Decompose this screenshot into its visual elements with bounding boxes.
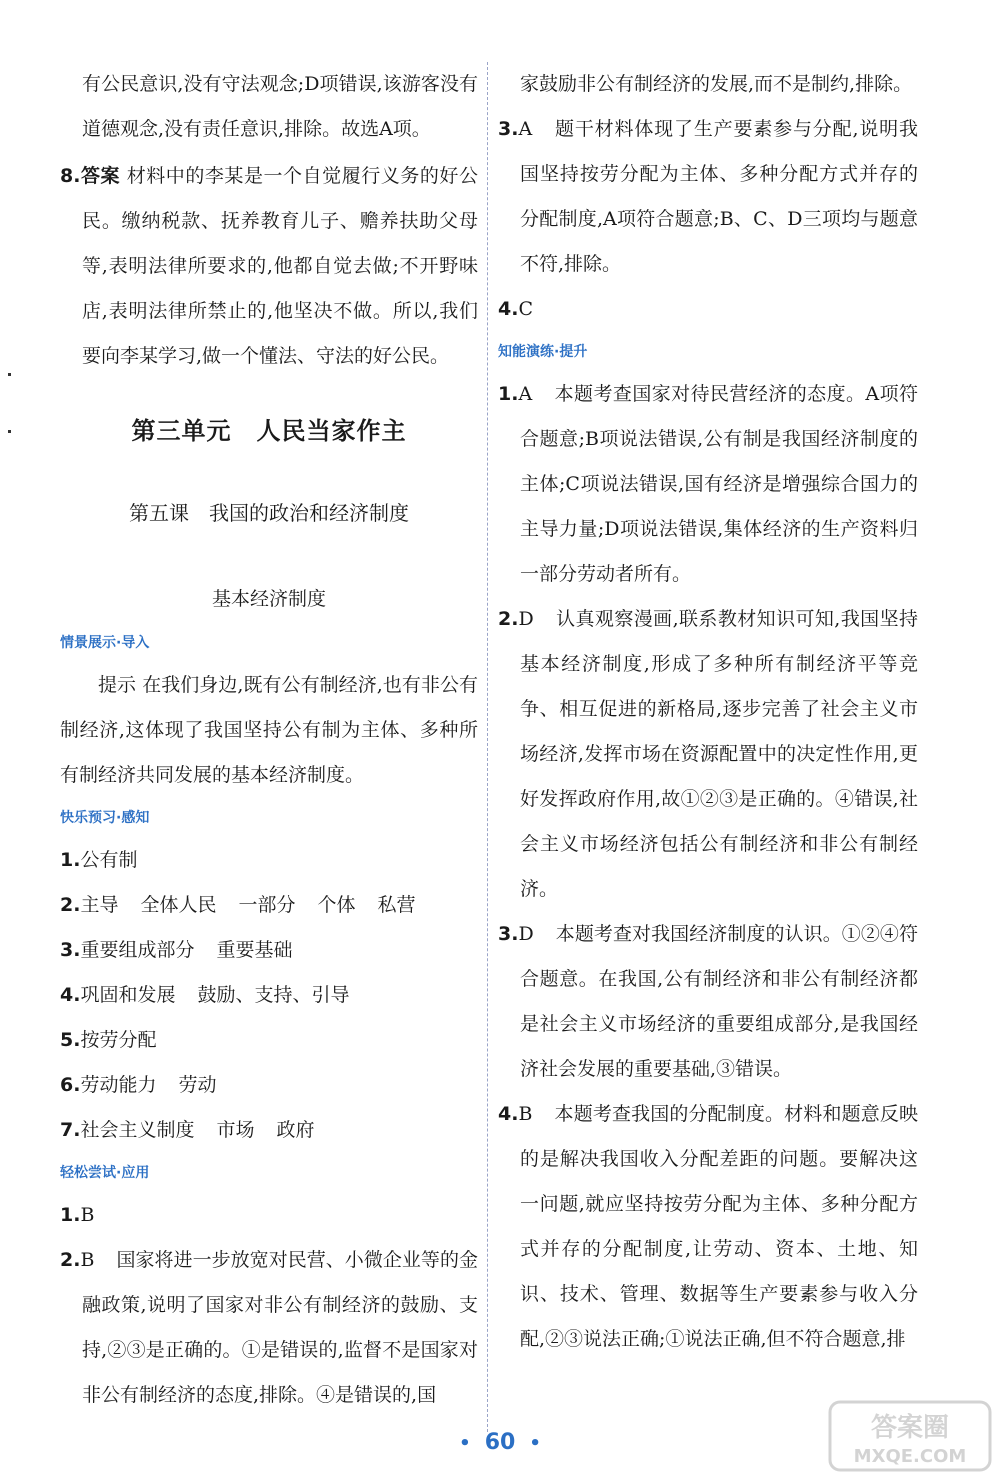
preview-answer — [60, 973, 478, 1018]
continued-answer-text: 有公民意识,没有守法观念;D项错误,该游客没有道德观念,没有责任意识,排除。故选A项。 — [82, 73, 478, 140]
drill-answer — [498, 1092, 918, 1362]
answer-number: 2. — [498, 608, 519, 630]
answer-number: 1. — [498, 383, 519, 405]
answer-text: 题干材料体现了生产要素参与分配,说明我国坚持按劳分配为主体、多种分配方式并存的分配制度,A项符合题意;B、C、D三项均与题意不符,排除。 — [520, 118, 918, 275]
edge-mark — [8, 430, 11, 433]
answer-number: 1. — [60, 849, 81, 871]
answer-number: 4. — [60, 984, 81, 1006]
answer-choice: D — [518, 608, 534, 630]
try-answer-2 — [60, 1238, 478, 1418]
page-number-text: 60 — [484, 1430, 516, 1455]
preview-answer — [60, 883, 478, 928]
continued-answer-text: 家鼓励非公有制经济的发展,而不是制约,排除。 — [520, 73, 913, 95]
section-heading-try: 轻松尝试·应用 — [60, 1165, 150, 1181]
drill-answer-list — [498, 372, 918, 1362]
tip-paragraph — [60, 663, 478, 798]
answer-text: 认真观察漫画,联系教材知识可知,我国坚持基本经济制度,形成了多种所有制经济平等竞争、相互促进的新格局,逐步完善了社会主义市场经济,发挥市场在资源配置中的决定性作用,更好发挥政府作用,故①②③是正确的。④错误,社会主义市场经济包括公有制经济和非公有制经济。 — [520, 608, 918, 900]
answer-term: 全体人民 — [140, 894, 217, 916]
answer-term: 市场 — [216, 1119, 255, 1141]
answer-number: 3. — [60, 939, 81, 961]
answer-number: 8. — [60, 165, 81, 187]
drill-answer — [498, 912, 918, 1092]
edge-mark — [8, 373, 11, 376]
answer-text: 本题考查国家对待民营经济的态度。A项符合题意;B项说法错误,公有制是我国经济制度的主体;C项说法错误,国有经济是增强综合国力的主导力量;D项说法错误,集体经济的生产资料归一部分劳动者所有。 — [520, 383, 918, 585]
try-answer-4 — [498, 287, 918, 332]
page-number: • 60 • — [459, 1430, 541, 1455]
answer-number: 2. — [60, 1249, 81, 1271]
section-heading-drill: 知能演练·提升 — [498, 344, 588, 360]
answer-term: 个体 — [317, 894, 356, 916]
answer-text: 本题考查对我国经济制度的认识。①②④符合题意。在我国,公有制经济和非公有制经济都是社会主义市场经济的重要组成部分,是我国经济社会发展的重要基础,③错误。 — [520, 923, 918, 1080]
tip-label: 提示 — [98, 674, 137, 696]
svg-text:答案圈: 答案圈 — [870, 1413, 950, 1443]
try-answer-3 — [498, 107, 918, 287]
answer-choice: B — [80, 1249, 95, 1271]
answer-term: 重要基础 — [216, 939, 293, 961]
watermark-logo — [828, 1398, 992, 1474]
answer-text: 国家将进一步放宽对民营、小微企业等的金融政策,说明了国家对非公有制经济的鼓励、支持,②③是正确的。①是错误的,监督不是国家对非公有制经济的态度,排除。④是错误的,国 — [82, 1249, 478, 1406]
answer-term: 社会主义制度 — [80, 1119, 195, 1141]
section-heading-intro: 情景展示·导入 — [60, 635, 150, 651]
answer-term: 劳动能力 — [80, 1074, 157, 1096]
answer-term: 一部分 — [238, 894, 296, 916]
answer-number: 6. — [60, 1074, 81, 1096]
answer-choice: A — [518, 383, 533, 405]
answer-number: 4. — [498, 1103, 519, 1125]
topic-title: 基本经济制度 — [211, 588, 326, 610]
drill-answer — [498, 372, 918, 597]
answer-term: 公有制 — [80, 849, 138, 871]
preview-answer — [60, 1018, 478, 1063]
drill-answer — [498, 597, 918, 912]
preview-answer — [60, 928, 478, 973]
answer-choice: C — [518, 298, 533, 320]
continued-answer — [498, 62, 918, 107]
right-column — [498, 62, 918, 1362]
answer-term: 政府 — [276, 1119, 315, 1141]
tip-text: 在我们身边,既有公有制经济,也有非公有制经济,这体现了我国坚持公有制为主体、多种所有制经济共同发展的基本经济制度。 — [60, 674, 478, 786]
answer-choice: B — [80, 1204, 95, 1226]
try-answer-1 — [60, 1193, 478, 1238]
answer-number: 7. — [60, 1119, 81, 1141]
answer-number: 4. — [498, 298, 519, 320]
answer-term: 巩固和发展 — [80, 984, 176, 1006]
preview-answer — [60, 1108, 478, 1153]
preview-answer — [60, 1063, 478, 1108]
answer-text: 材料中的李某是一个自觉履行义务的好公民。缴纳税款、抚养教育儿子、赡养扶助父母等,表明法律所要求的,他都自觉去做;不开野味店,表明法律所禁止的,他坚决不做。所以,我们要向李某学习,做一个懂法、守法的好公民。 — [82, 165, 478, 367]
answer-term: 鼓励、支持、引导 — [197, 984, 350, 1006]
answer-choice: A — [518, 118, 533, 140]
preview-answer-list — [60, 838, 478, 1153]
answer-term: 按劳分配 — [80, 1029, 157, 1051]
preview-answer — [60, 838, 478, 883]
answer-label: 答案 — [80, 165, 121, 187]
answer-term: 劳动 — [178, 1074, 217, 1096]
answer-term: 重要组成部分 — [80, 939, 195, 961]
answer-text: 本题考查我国的分配制度。材料和题意反映的是解决我国收入分配差距的问题。要解决这一问题,就应坚持按劳分配为主体、多种分配方式并存的分配制度,让劳动、资本、土地、知识、技术、管理、数据等生产要素参与收入分配,②③说法正确;①说法正确,但不符合题意,排 — [520, 1103, 918, 1350]
left-column — [60, 62, 478, 1418]
column-divider — [487, 62, 488, 1432]
unit-title: 第三单元 人民当家作主 — [131, 417, 407, 445]
answer-number: 3. — [498, 923, 519, 945]
section-heading-preview: 快乐预习·感知 — [60, 810, 150, 826]
answer-term: 私营 — [377, 894, 416, 916]
answer-choice: B — [518, 1103, 533, 1125]
svg-text:MXQE.COM: MXQE.COM — [853, 1446, 967, 1467]
answer-number: 1. — [60, 1204, 81, 1226]
continued-answer — [60, 62, 478, 152]
answer-8 — [60, 154, 478, 379]
lesson-title: 第五课 我国的政治和经济制度 — [129, 501, 409, 525]
answer-choice: D — [518, 923, 534, 945]
answer-number: 3. — [498, 118, 519, 140]
answer-number: 5. — [60, 1029, 81, 1051]
answer-term: 主导 — [80, 894, 119, 916]
answer-number: 2. — [60, 894, 81, 916]
